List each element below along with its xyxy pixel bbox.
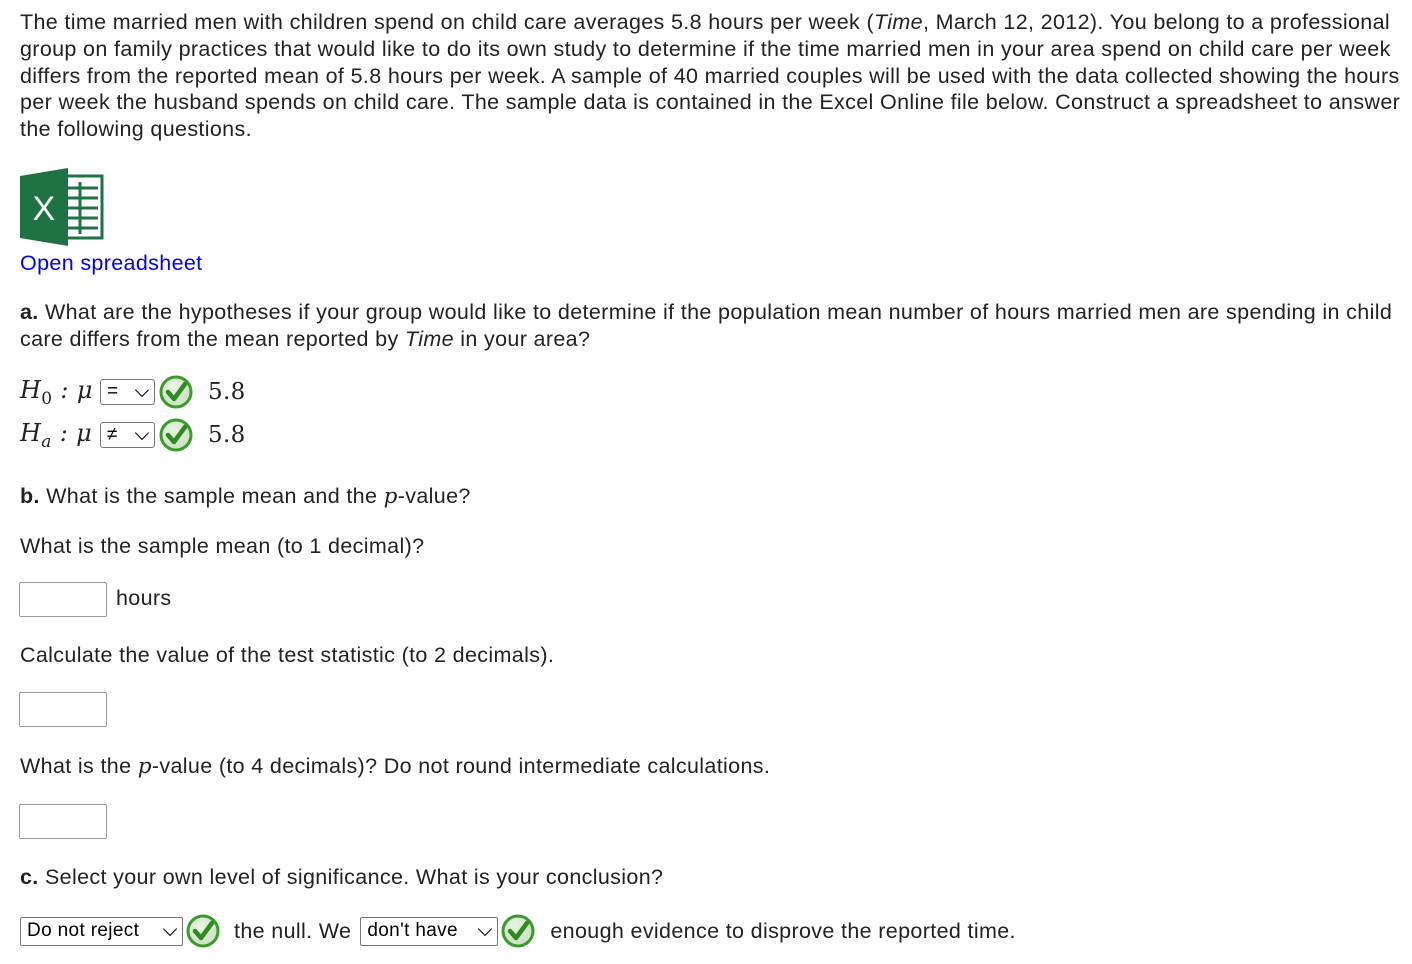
ha-label: $H_a$ : μ — [20, 418, 93, 452]
svg-text:X: X — [32, 190, 56, 228]
open-spreadsheet-link[interactable]: Open spreadsheet — [20, 251, 203, 275]
h0-operator-select[interactable]: = — [100, 379, 155, 405]
problem-statement: The time married men with children spend on child care averages 5.8 hours per week (Time, March 12, 2012). You belong to a professional group on family practices that would like to do its own study to determine if the time married men in your area spend on child care per week differs from the reported mean of 5.8 hours per week. A sample of 40 married couples will be used with the data collected showing the hours per week the husband spends on child care. The sample data is contained in the Excel Online file below. Construct a spreadsheet to answer the following questions. — [20, 10, 1401, 142]
correct-check-icon — [186, 914, 220, 948]
correct-check-icon — [501, 914, 535, 948]
chevron-down-icon — [135, 425, 149, 439]
part-c-question: c. Select your own level of significance. What is your conclusion? — [20, 865, 664, 889]
conclusion-row: Do not reject the null. We don't have enough evidence to disprove the reported time. — [20, 915, 1016, 947]
evidence-select[interactable]: don't have — [360, 917, 498, 946]
ha-operator-select[interactable]: ≠ — [100, 422, 155, 448]
sample-mean-question: What is the sample mean (to 1 decimal)? — [20, 534, 425, 558]
h0-label: $H_0$ : μ — [20, 375, 93, 409]
chevron-down-icon — [478, 921, 492, 935]
p-value-question: What is the p-value (to 4 decimals)? Do not round intermediate calculations. — [20, 754, 771, 779]
test-statistic-question: Calculate the value of the test statistic (to 2 decimals). — [20, 643, 555, 667]
part-a-question: a. What are the hypotheses if your group would like to determine if the population mean number of hours married men are spending in child care differs from the mean reported by Time in your area? — [20, 300, 1393, 351]
correct-check-icon — [159, 375, 193, 409]
hours-unit-label: hours — [116, 586, 172, 610]
part-b-question: b. What is the sample mean and the p-value? — [20, 484, 471, 509]
excel-icon[interactable] — [20, 168, 104, 248]
sample-mean-input[interactable] — [19, 582, 107, 617]
chevron-down-icon — [163, 921, 177, 935]
test-statistic-input[interactable] — [19, 692, 107, 727]
null-hypothesis-row: $H_0$ : μ = 5.8 — [20, 375, 246, 409]
chevron-down-icon — [135, 382, 149, 396]
alternative-hypothesis-row: $H_a$ : μ ≠ 5.8 — [20, 418, 246, 452]
p-value-input[interactable] — [19, 804, 107, 839]
reject-decision-select[interactable]: Do not reject — [20, 917, 183, 946]
correct-check-icon — [159, 418, 193, 452]
